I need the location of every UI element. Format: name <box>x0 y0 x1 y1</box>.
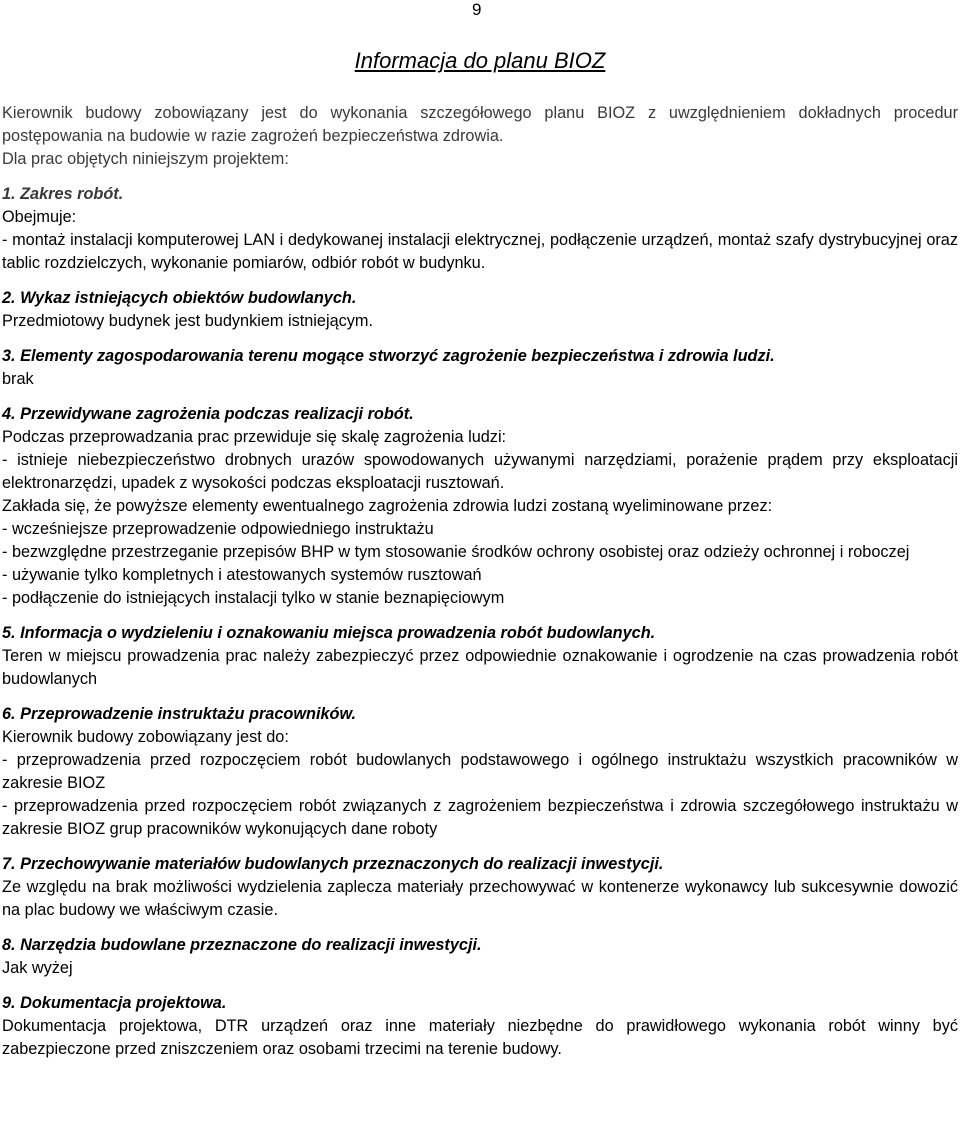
document-body <box>2 102 958 1061</box>
section-heading: 2. Wykaz istniejących obiektów budowlanych. <box>2 289 357 307</box>
section-line: Podczas przeprowadzania prac przewiduje się skalę zagrożenia ludzi: <box>2 428 507 446</box>
section-line: - bezwzględne przestrzeganie przepisów BHP w tym stosowanie środków ochrony osobistej oraz odzieży ochronnej i roboczej <box>2 543 910 561</box>
section-4 <box>2 403 958 610</box>
section-line: Kierownik budowy zobowiązany jest do: <box>2 728 289 746</box>
page-number: 9 <box>472 0 482 19</box>
section-6 <box>2 703 958 841</box>
section-5 <box>2 622 958 691</box>
section-1 <box>2 183 958 275</box>
section-heading: 1. Zakres robót. <box>2 185 124 203</box>
section-line: - montaż instalacji komputerowej LAN i dedykowanej instalacji elektrycznej, podłączenie urządzeń, montaż szafy dystrybucyjnej oraz tablic rozdzielczych, wykonanie pomiarów, odbiór robót w budynku. <box>2 231 958 272</box>
section-line: - istnieje niebezpieczeństwo drobnych urazów spowodowanych używanymi narzędziami, porażenie prądem przy eksploatacji elektronarzędzi, upadek z wysokości podczas eksploatacji rusztowań. <box>2 451 958 492</box>
section-line: - używanie tylko kompletnych i atestowanych systemów rusztowań <box>2 566 482 584</box>
intro-lead: Dla prac objętych niniejszym projektem: <box>2 150 289 168</box>
section-7 <box>2 853 958 922</box>
section-line: - przeprowadzenia przed rozpoczęciem robót budowlanych podstawowego i ogólnego instruktażu wszystkich pracowników w zakresie BIOZ <box>2 751 958 792</box>
section-2 <box>2 287 958 333</box>
section-heading: 3. Elementy zagospodarowania terenu mogące stworzyć zagrożenie bezpieczeństwa i zdrowia ludzi. <box>2 347 775 365</box>
section-heading: 6. Przeprowadzenie instruktażu pracowników. <box>2 705 357 723</box>
section-line: Zakłada się, że powyższe elementy ewentualnego zagrożenia zdrowia ludzi zostaną wyeliminowane przez: <box>2 497 773 515</box>
section-line: brak <box>2 370 34 388</box>
section-9 <box>2 992 958 1061</box>
section-3 <box>2 345 958 391</box>
section-heading: 5. Informacja o wydzieleniu i oznakowaniu miejsca prowadzenia robót budowlanych. <box>2 624 656 642</box>
section-line: - podłączenie do istniejących instalacji tylko w stanie beznapięciowym <box>2 589 505 607</box>
section-heading: 7. Przechowywanie materiałów budowlanych przeznaczonych do realizacji inwestycji. <box>2 855 664 873</box>
intro-paragraph: Kierownik budowy zobowiązany jest do wykonania szczegółowego planu BIOZ z uwzględnieniem dokładnych procedur postępowania na budowie w razie zagrożeń bezpieczeństwa zdrowia. <box>2 104 958 145</box>
section-heading: 4. Przewidywane zagrożenia podczas realizacji robót. <box>2 405 414 423</box>
section-line: Jak wyżej <box>2 959 73 977</box>
section-line: - przeprowadzenia przed rozpoczęciem robót związanych z zagrożeniem bezpieczeństwa i zdrowia szczegółowego instruktażu w zakresie BIOZ grup pracowników wykonujących dane roboty <box>2 797 958 838</box>
section-heading: 9. Dokumentacja projektowa. <box>2 994 227 1012</box>
section-line: - wcześniejsze przeprowadzenie odpowiedniego instruktażu <box>2 520 434 538</box>
section-line: Teren w miejscu prowadzenia prac należy zabezpieczyć przez odpowiednie oznakowanie i ogrodzenie na czas prowadzenia robót budowlanych <box>2 647 958 688</box>
section-line: Obejmuje: <box>2 208 77 226</box>
section-heading: 8. Narzędzia budowlane przeznaczone do realizacji inwestycji. <box>2 936 482 954</box>
section-8 <box>2 934 958 980</box>
section-line: Ze względu na brak możliwości wydzielenia zaplecza materiały przechowywać w kontenerze wykonawcy lub sukcesywnie dowozić na plac budowy we właściwym czasie. <box>2 878 958 919</box>
section-line: Przedmiotowy budynek jest budynkiem istniejącym. <box>2 312 374 330</box>
document-title: Informacja do planu BIOZ <box>354 48 606 73</box>
section-line: Dokumentacja projektowa, DTR urządzeń oraz inne materiały niezbędne do prawidłowego wykonania robót winny być zabezpieczone przed zniszczeniem oraz osobami trzecimi na terenie budowy. <box>2 1017 958 1058</box>
